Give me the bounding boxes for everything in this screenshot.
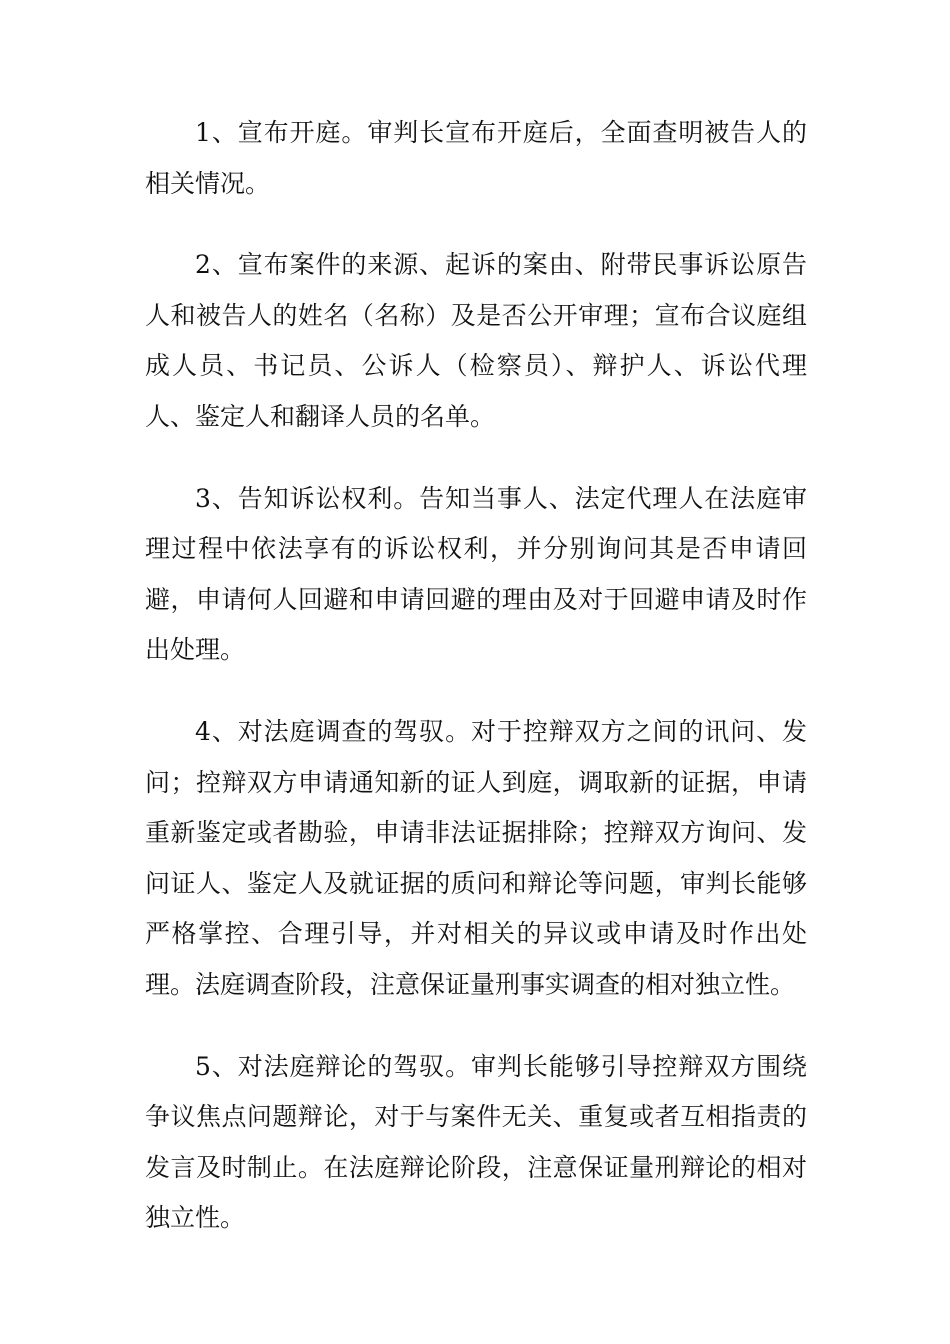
document-body: [145, 108, 807, 1244]
paragraph-1: 1、宣布开庭。审判长宣布开庭后，全面查明被告人的相关情况。: [145, 118, 807, 198]
paragraph-5: 5、对法庭辩论的驾驭。审判长能够引导控辩双方围绕争议焦点问题辩论，对于与案件无关、重复或者互相指责的发言及时制止。在法庭辩论阶段，注意保证量刑辩论的相对独立性。: [145, 1051, 807, 1233]
paragraph-3: 3、告知诉讼权利。告知当事人、法定代理人在法庭审理过程中依法享有的诉讼权利，并分别询问其是否申请回避，申请何人回避和申请回避的理由及对于回避申请及时作出处理。: [145, 483, 807, 665]
paragraph-2: 2、宣布案件的来源、起诉的案由、附带民事诉讼原告人和被告人的姓名（名称）及是否公开审理；宣布合议庭组成人员、书记员、公诉人（检察员）、辩护人、诉讼代理人、鉴定人和翻译人员的名单。: [145, 250, 807, 431]
paragraph-4: 4、对法庭调查的驾驭。对于控辩双方之间的讯问、发问；控辩双方申请通知新的证人到庭，调取新的证据，申请重新鉴定或者勘验，申请非法证据排除；控辩双方询问、发问证人、鉴定人及就证据的质问和辩论等问题，审判长能够严格掌控、合理引导，并对相关的异议或申请及时作出处理。法庭调查阶段，注意保证量刑事实调查的相对独立性。: [145, 716, 807, 999]
